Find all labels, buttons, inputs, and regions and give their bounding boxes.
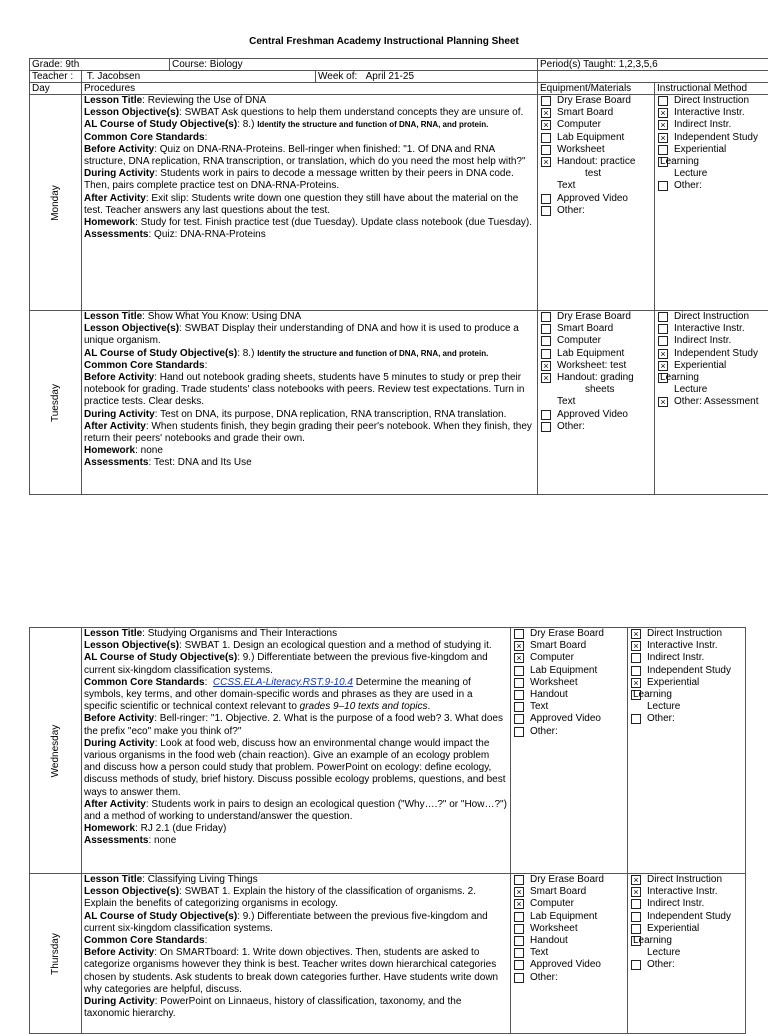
checkbox-icon[interactable] [541, 410, 551, 420]
checkbox-item [658, 311, 768, 323]
checked-box-icon[interactable]: × [631, 875, 641, 885]
checkbox-item [541, 144, 652, 156]
checkbox-item [541, 119, 652, 131]
procedures-tuesday: Lesson Title: Show What You Know: Using DNA Lesson Objective(s): SWBAT Display their understanding of DNA and how it is used to produce a unique organism. AL Course of Study Objective(s): 8.) Identify the structure and function of DNA, RNA, and protein. Common Core Standards: Before Activity: Hand out notebook grading sheets, students have 5 minutes to study or prep their notebook for grading. Trade students' class notebooks with peers. Review test expectations. Turn in practice tests. Clear desks. During Activity: Test on DNA, its purpose, DNA replication, RNA transcription, RNA translation. After Activity: When students finish, they begin grading their peer's notebook. When they finish, they return their peers' notebooks and grade their own. Homework: none Assessments: Test: DNA and Its Use [82, 311, 538, 495]
checkbox-label: Direct Instruction [647, 874, 722, 886]
teacher-name: T. Jacobsen [82, 71, 316, 83]
checkbox-label: Learning [660, 372, 699, 384]
equipment-wednesday [511, 628, 628, 874]
checked-box-icon[interactable]: × [658, 349, 668, 359]
checkbox-icon[interactable] [514, 960, 524, 970]
checkbox-icon[interactable] [541, 194, 551, 204]
checkbox-label: Worksheet [530, 677, 578, 689]
grade-cell: Grade: 9th [30, 59, 170, 71]
checkbox-label: Dry Erase Board [557, 311, 631, 323]
checked-box-icon[interactable]: × [631, 629, 641, 639]
checkbox-icon[interactable] [541, 422, 551, 432]
checkbox-label: Experiential [647, 923, 699, 935]
checkbox-item [631, 947, 743, 959]
procedures-monday: Lesson Title: Reviewing the Use of DNA Lesson Objective(s): SWBAT Ask questions to help them understand concepts they are unsure of. AL Course of Study Objective(s): 8.) Identify the structure and function of DNA, RNA, and protein. Common Core Standards: Before Activity: Quiz on DNA-RNA-Proteins. Bell-ringer when finished: "1. Of DNA and RNA structure, DNA replication, RNA transcription, or translation, which do you need the most help with?" During Activity: Students work in pairs to decode a message written by their peers in DNA code. Then, pairs complete practice test on DNA-RNA-Proteins. After Activity: Exit slip: Students write down one question they still have about the material on the test. Teacher answers any last questions about the test. Homework: Study for test. Finish practice test (due Tuesday). Update class notebook (due Tuesday). Assessments: Quiz: DNA-RNA-Proteins [82, 95, 538, 311]
checkbox-item [514, 959, 625, 971]
checkbox-icon[interactable] [541, 206, 551, 216]
checkbox-icon[interactable] [631, 960, 641, 970]
checkbox-label: Indirect Instr. [674, 119, 731, 131]
checkbox-item [541, 409, 652, 421]
checkbox-icon[interactable] [514, 912, 524, 922]
checkbox-item [631, 886, 743, 898]
checkbox-item [541, 372, 652, 384]
checkbox-label: Interactive Instr. [647, 640, 718, 652]
day-row-tuesday [30, 311, 768, 495]
checkbox-icon[interactable] [514, 678, 524, 688]
teacher-label: Teacher : [30, 71, 82, 83]
day-row-thursday [30, 874, 746, 1034]
checkbox-item [514, 726, 625, 738]
methods-wednesday [628, 628, 746, 874]
checkbox-label: Other: [647, 959, 675, 971]
checkbox-label: Interactive Instr. [674, 107, 745, 119]
checkbox-item [631, 713, 743, 725]
checkbox-item [658, 107, 768, 119]
checkbox-label: Smart Board [530, 640, 586, 652]
checkbox-label: Computer [557, 119, 601, 131]
checkbox-label: Lab Equipment [557, 348, 624, 360]
checkbox-label: Lecture [674, 168, 707, 180]
planning-table-top [29, 58, 768, 495]
checkbox-icon[interactable] [631, 666, 641, 676]
checkbox-label: Experiential [674, 360, 726, 372]
checkbox-label: Independent Study [674, 348, 758, 360]
checkbox-label: Text [530, 701, 548, 713]
checkbox-item [541, 168, 652, 180]
checkbox-label: Computer [530, 898, 574, 910]
checkbox-item [658, 132, 768, 144]
checkbox-item [658, 335, 768, 347]
checkbox-item [658, 384, 768, 396]
checkbox-icon[interactable] [631, 714, 641, 724]
checkbox-icon[interactable] [514, 702, 524, 712]
day-label-monday: Monday [30, 95, 82, 311]
checkbox-icon[interactable] [514, 666, 524, 676]
checkbox-label: Direct Instruction [647, 628, 722, 640]
checkbox-icon[interactable] [631, 924, 641, 934]
checkbox-icon[interactable] [631, 912, 641, 922]
checkbox-item [631, 923, 743, 935]
checked-box-icon[interactable]: × [541, 361, 551, 371]
blank-cell [538, 71, 768, 83]
checked-box-icon[interactable]: × [541, 108, 551, 118]
checkbox-icon[interactable] [631, 653, 641, 663]
checkbox-item [514, 935, 625, 947]
checkbox-item [541, 193, 652, 205]
checkbox-item [631, 898, 743, 910]
col-header-equipment: Equipment/Materials [538, 83, 655, 95]
checkbox-item [631, 652, 743, 664]
checkbox-icon[interactable] [631, 899, 641, 909]
equipment-monday [538, 95, 655, 311]
checkbox-item [541, 107, 652, 119]
checkbox-item [541, 396, 652, 408]
col-header-method: Instructional Method [655, 83, 768, 95]
planning-table-bottom [29, 627, 746, 1034]
procedures-thursday: Lesson Title: Classifying Living Things Lesson Objective(s): SWBAT 1. Explain the history of the classification of organisms. 2. Explain the benefits of categorizing organisms in ecology. AL Course of Study Objective(s): 9.) Differentiate between the previous five-kingdom and current six-kingdom classification systems. Common Core Standards: Before Activity: On SMARTboard: 1. Write down objectives. Then, students are asked to categorize organisms however they think is best. Teacher writes down hierarchical categories chosen by students. Ask students to break down categories further. Have students write down why categories are helpful, discuss. During Activity: PowerPoint on Linnaeus, history of classification, taxonomy, and the taxonomic hierarchy. [82, 874, 511, 1034]
checkbox-label: Other: [557, 421, 585, 433]
checkbox-label: Lecture [674, 384, 707, 396]
checkbox-item [514, 713, 625, 725]
checked-box-icon[interactable]: × [658, 120, 668, 130]
checkbox-item [514, 640, 625, 652]
page-title: Central Freshman Academy Instructional Planning Sheet [0, 36, 768, 47]
checkbox-icon[interactable] [514, 973, 524, 983]
checkbox-label: Dry Erase Board [530, 874, 604, 886]
checkbox-icon[interactable] [658, 181, 668, 191]
checkbox-label: Indirect Instr. [674, 335, 731, 347]
day-label-wednesday: Wednesday [30, 628, 82, 874]
checkbox-item [541, 384, 652, 396]
checkbox-item [658, 348, 768, 360]
checkbox-item [658, 360, 768, 372]
checkbox-item [541, 205, 652, 217]
checkbox-item [658, 180, 768, 192]
methods-thursday [628, 874, 746, 1034]
checkbox-label: Dry Erase Board [530, 628, 604, 640]
checkbox-item [514, 628, 625, 640]
ccss-link[interactable]: CCSS.ELA-Literacy.RST.9-10.4 [213, 677, 353, 688]
checked-box-icon[interactable]: × [658, 133, 668, 143]
checkbox-label: Text [557, 180, 575, 192]
checkbox-label: Approved Video [530, 959, 601, 971]
checkbox-label: Indirect Instr. [647, 652, 704, 664]
checkbox-item [541, 156, 652, 168]
checkbox-label: Handout [530, 935, 568, 947]
checkbox-icon[interactable] [514, 714, 524, 724]
checkbox-item [631, 959, 743, 971]
checkbox-item [631, 665, 743, 677]
checkbox-icon[interactable] [514, 727, 524, 737]
checkbox-item [658, 156, 768, 168]
checkbox-item [631, 874, 743, 886]
checkbox-item [514, 923, 625, 935]
checkbox-label: Indirect Instr. [647, 898, 704, 910]
checkbox-item [514, 652, 625, 664]
checkbox-label: Other: Assessment [674, 396, 758, 408]
checked-box-icon[interactable]: × [514, 899, 524, 909]
checked-box-icon[interactable]: × [541, 120, 551, 130]
checked-box-icon[interactable]: × [631, 641, 641, 651]
checkbox-label: Direct Instruction [674, 311, 749, 323]
checkbox-item [514, 947, 625, 959]
checkbox-item [514, 689, 625, 701]
checkbox-label: Independent Study [647, 665, 731, 677]
checkbox-label: Handout: grading [557, 372, 634, 384]
checkbox-label: Text [530, 947, 548, 959]
checkbox-label: Handout [530, 689, 568, 701]
checkbox-label: Lab Equipment [557, 132, 624, 144]
checkbox-item [631, 677, 743, 689]
checked-box-icon[interactable]: × [658, 397, 668, 407]
checkbox-label: Worksheet [530, 923, 578, 935]
checkbox-label: Interactive Instr. [674, 323, 745, 335]
checkbox-label: Direct Instruction [674, 95, 749, 107]
checkbox-item [514, 898, 625, 910]
checkbox-icon[interactable] [514, 924, 524, 934]
checkbox-icon[interactable] [658, 324, 668, 334]
checkbox-item [658, 144, 768, 156]
checkbox-label: Other: [530, 726, 558, 738]
checkbox-icon[interactable] [541, 336, 551, 346]
checkbox-icon[interactable] [514, 948, 524, 958]
checkbox-label: Lab Equipment [530, 665, 597, 677]
checkbox-label: Other: [530, 972, 558, 984]
checkbox-item [541, 95, 652, 107]
methods-tuesday [655, 311, 768, 495]
checkbox-label: Dry Erase Board [557, 95, 631, 107]
checkbox-item [514, 677, 625, 689]
checkbox-label: Independent Study [674, 132, 758, 144]
checked-box-icon[interactable]: × [514, 887, 524, 897]
checkbox-icon[interactable] [541, 133, 551, 143]
checkbox-label: Interactive Instr. [647, 886, 718, 898]
equipment-thursday [511, 874, 628, 1034]
checkbox-label: Experiential [647, 677, 699, 689]
checked-box-icon[interactable]: × [658, 361, 668, 371]
checkbox-label: Approved Video [557, 409, 628, 421]
checkbox-label: test [541, 168, 601, 180]
checkbox-item [541, 360, 652, 372]
checkbox-item [514, 886, 625, 898]
checkbox-item [514, 874, 625, 886]
checkbox-label: Learning [633, 689, 672, 701]
checkbox-item [514, 665, 625, 677]
checked-box-icon[interactable]: × [631, 678, 641, 688]
checkbox-icon[interactable] [514, 875, 524, 885]
checkbox-icon[interactable] [541, 312, 551, 322]
checkbox-item [658, 119, 768, 131]
periods-cell: Period(s) Taught: 1,2,3,5,6 [538, 59, 768, 71]
checkbox-item [541, 311, 652, 323]
checkbox-item [541, 335, 652, 347]
equipment-tuesday [538, 311, 655, 495]
procedures-wednesday: Lesson Title: Studying Organisms and Their Interactions Lesson Objective(s): SWBAT 1. Design an ecological question and a method of studying it. AL Course of Study Objective(s): 9.) Differentiate between the previous five-kingdom and current six-kingdom classification systems. Common Core Standards: CCSS.ELA-Literacy.RST.9-10.4 Determine the meaning of symbols, key terms, and other domain-specific words and phrases as they are used in a specific scientific or technical context relevant to grades 9–10 texts and topics. Before Activity: Bell-ringer: "1. Objective. 2. What is the purpose of a food web? 3. What does the prefix "eco" make you think of?" During Activity: Look at food web, discuss how an environmental change would impact the various organisms in the food web (chain reaction). Give an example of an ecology problem and discuss how a person could study that problem. PowerPoint on ecology: define ecology, discuss methods of study, brief history. Discuss possible ecology problems, questions, and best ways to answer them. After Activity: Students work in pairs to design an ecological question ("Why….?" or "How…?") and a method of working to understand/answer the question. Homework: RJ 2.1 (due Friday) Assessments: none [82, 628, 511, 874]
checkbox-label: Smart Board [557, 323, 613, 335]
day-row-monday [30, 95, 768, 311]
checkbox-icon[interactable] [541, 96, 551, 106]
checkbox-label: Computer [557, 335, 601, 347]
checkbox-label: Smart Board [530, 886, 586, 898]
checkbox-icon[interactable] [658, 145, 668, 155]
checkbox-label: Other: [557, 205, 585, 217]
checked-box-icon[interactable]: × [658, 108, 668, 118]
checkbox-label: Handout: practice [557, 156, 635, 168]
checkbox-label: Smart Board [557, 107, 613, 119]
col-header-procedures: Procedures [82, 83, 538, 95]
week-cell: Week of: April 21-25 [316, 71, 538, 83]
checkbox-item [541, 421, 652, 433]
checkbox-label: Learning [660, 156, 699, 168]
checkbox-label: Lecture [647, 947, 680, 959]
checkbox-item [541, 323, 652, 335]
checkbox-item [631, 935, 743, 947]
checkbox-label: Approved Video [530, 713, 601, 725]
checkbox-label: Worksheet [557, 144, 605, 156]
checkbox-item [514, 972, 625, 984]
checked-box-icon[interactable]: × [631, 887, 641, 897]
checkbox-icon[interactable] [514, 629, 524, 639]
checkbox-item [658, 95, 768, 107]
checkbox-item [658, 323, 768, 335]
checkbox-item [658, 396, 768, 408]
checkbox-item [541, 132, 652, 144]
checked-box-icon[interactable]: × [541, 157, 551, 167]
checked-box-icon[interactable]: × [514, 653, 524, 663]
checkbox-label: sheets [541, 384, 614, 396]
checkbox-label: Learning [633, 935, 672, 947]
checkbox-item [514, 701, 625, 713]
checkbox-icon[interactable] [541, 145, 551, 155]
checkbox-item [631, 640, 743, 652]
checkbox-item [658, 168, 768, 180]
checkbox-label: Lab Equipment [530, 911, 597, 923]
col-header-day: Day [30, 83, 82, 95]
checkbox-icon[interactable] [514, 690, 524, 700]
checkbox-icon[interactable] [658, 96, 668, 106]
day-label-thursday: Thursday [30, 874, 82, 1034]
checkbox-item [631, 911, 743, 923]
checkbox-label: Independent Study [647, 911, 731, 923]
checkbox-icon[interactable] [658, 336, 668, 346]
checkbox-label: Text [557, 396, 575, 408]
day-row-wednesday [30, 628, 746, 874]
checkbox-label: Lecture [647, 701, 680, 713]
checkbox-label: Approved Video [557, 193, 628, 205]
course-cell: Course: Biology [170, 59, 538, 71]
checkbox-label: Experiential [674, 144, 726, 156]
checkbox-icon[interactable] [541, 324, 551, 334]
checkbox-label: Other: [674, 180, 702, 192]
checkbox-icon[interactable] [541, 349, 551, 359]
checked-box-icon[interactable]: × [541, 373, 551, 383]
checkbox-label: Worksheet: test [557, 360, 626, 372]
checkbox-item [631, 701, 743, 713]
checkbox-item [658, 372, 768, 384]
checked-box-icon[interactable]: × [514, 641, 524, 651]
checkbox-item [631, 628, 743, 640]
methods-monday [655, 95, 768, 311]
checkbox-item [514, 911, 625, 923]
checkbox-item [541, 348, 652, 360]
checkbox-label: Other: [647, 713, 675, 725]
checkbox-icon[interactable] [514, 936, 524, 946]
day-label-tuesday: Tuesday [30, 311, 82, 495]
checkbox-icon[interactable] [658, 312, 668, 322]
checkbox-item [631, 689, 743, 701]
checkbox-label: Computer [530, 652, 574, 664]
checkbox-item [541, 180, 652, 192]
